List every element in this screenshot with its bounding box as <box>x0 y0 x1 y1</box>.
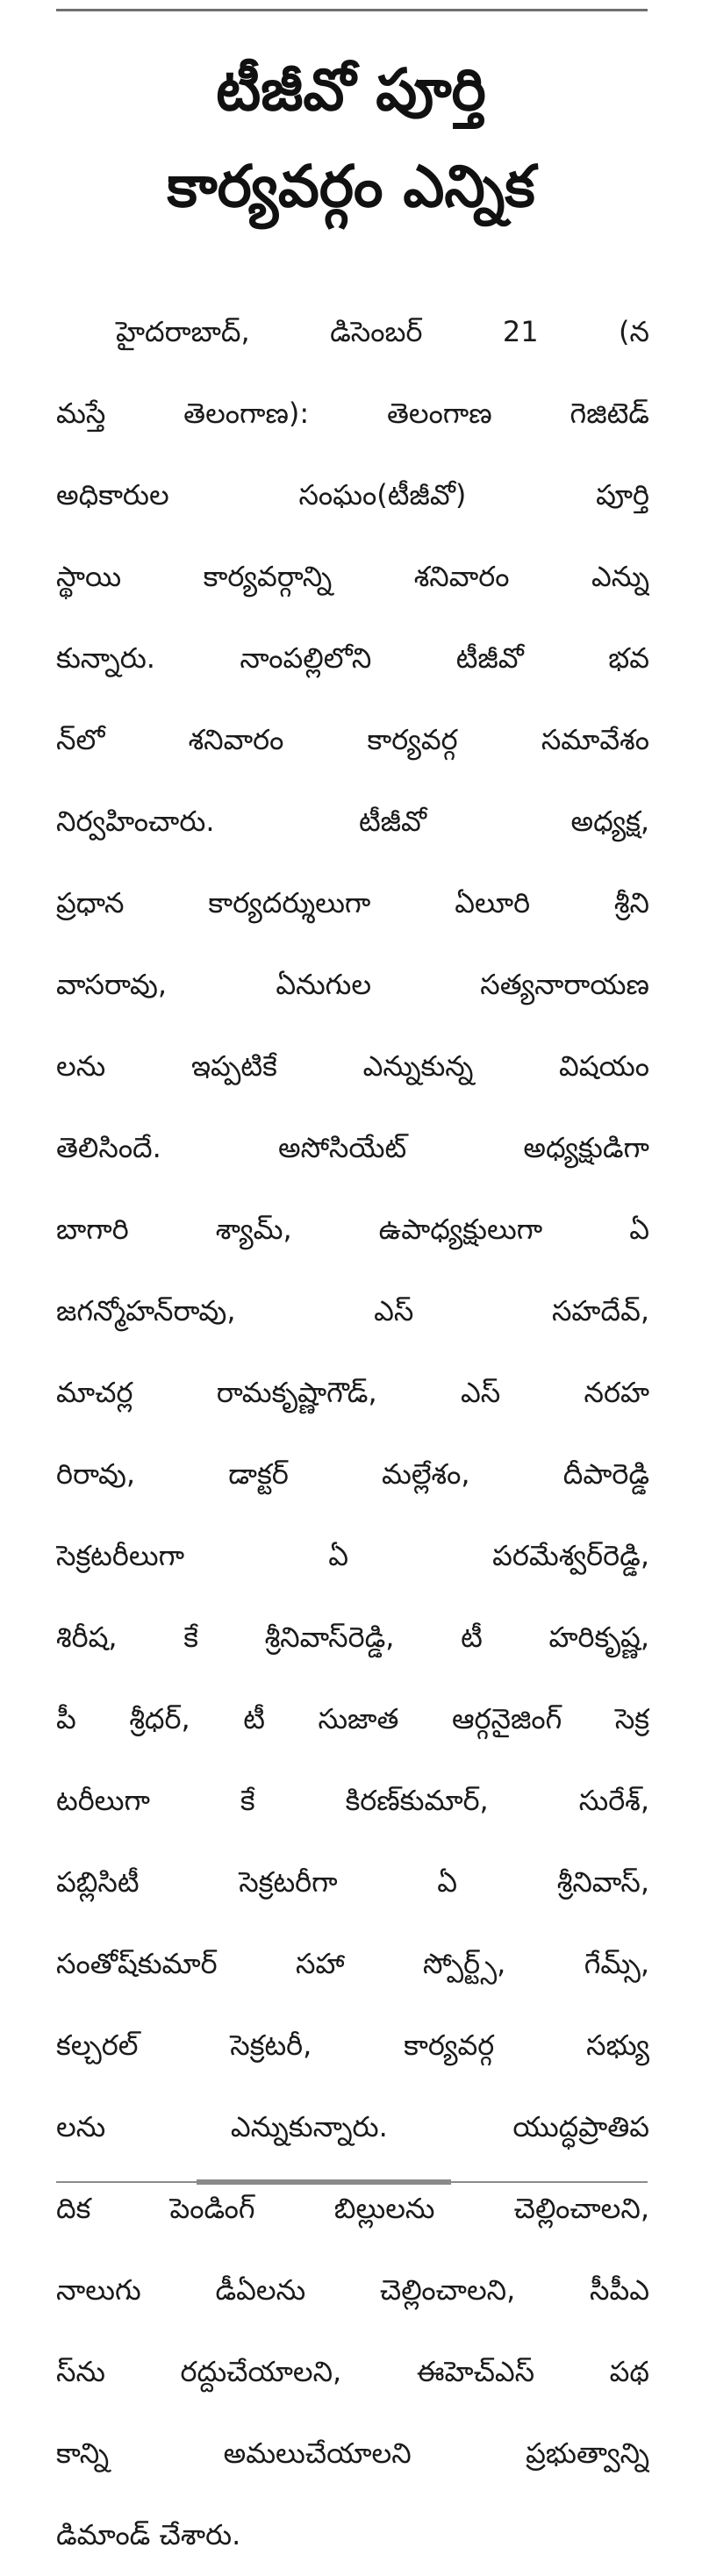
top-rule <box>56 9 648 11</box>
article-line: కల్చరల్ సెక్రటరీ, కార్యవర్గ సభ్యు <box>56 2029 649 2062</box>
article-line: ప్రధాన కార్యదర్శులుగా ఏలూరి శ్రీని <box>56 886 649 919</box>
article-line: అధికారుల సంఘం(టీజీవో) పూర్తి <box>56 478 649 512</box>
headline-line-1: టీజీవో పూర్తి <box>216 56 486 124</box>
article-line: బాగారి శ్యామ్, ఉపాధ్యక్షులుగా ఏ <box>56 1213 649 1246</box>
article-line: హైదరాబాద్, డిసెంబర్ 21 (న <box>116 315 649 348</box>
article-line: లను ఎన్నుకున్నారు. యుద్ధప్రాతిప <box>56 2110 649 2143</box>
article-line: కాన్ని అమలుచేయాలని ప్రభుత్వాన్ని <box>56 2436 649 2470</box>
article-line: పీ శ్రీధర్, టీ సుజాత ఆర్గనైజింగ్ సెక్ర <box>56 1702 649 1735</box>
article-headline <box>53 42 649 235</box>
bottom-rule-accent <box>197 2179 451 2185</box>
article-line: నిర్వహించారు. టీజీవో అధ్యక్ష, <box>56 805 649 838</box>
article-line: వాసరావు, ఏనుగుల సత్యనారాయణ <box>56 968 649 1001</box>
article-line: న్‌లో శనివారం కార్యవర్గ సమావేశం <box>56 723 649 756</box>
article-line: కున్నారు. నాంపల్లిలోని టీజీవో భవ <box>56 641 649 675</box>
article-line: తెలిసిందే. అసోసియేట్ అధ్యక్షుడిగా <box>56 1131 649 1164</box>
article-line: సంతోష్‌కుమార్ సహా స్పోర్ట్స్, గేమ్స్, <box>56 1947 649 1980</box>
article-line: స్‌ను రద్దుచేయాలని, ఈహెచ్‌ఎస్ పథ <box>56 2355 649 2388</box>
article-line: టరీలుగా కే కిరణ్‌కుమార్, సురేశ్, <box>56 1784 649 1817</box>
article-body <box>56 291 649 2576</box>
article-line: నాలుగు డీఏలను చెల్లించాలని, సీపీఎ <box>56 2273 649 2307</box>
article-line: మస్తే తెలంగాణ): తెలంగాణ గెజిటెడ్ <box>56 397 649 430</box>
article-line: రిరావు, డాక్టర్ మల్లేశం, దీపారెడ్డి <box>56 1457 649 1491</box>
headline-line-2: కార్యవర్గం ఎన్నిక <box>167 153 535 220</box>
article-line: స్థాయి కార్యవర్గాన్ని శనివారం ఎన్ను <box>56 560 649 593</box>
article-line: లను ఇప్పటికే ఎన్నుకున్న విషయం <box>56 1049 649 1083</box>
article-line: దిక పెండింగ్ బిల్లులను చెల్లించాలని, <box>56 2192 649 2225</box>
article-line: పబ్లిసిటీ సెక్రటరీగా ఏ శ్రీనివాస్, <box>56 1865 649 1899</box>
article-line: మాచర్ల రామకృష్ణాగౌడ్, ఎస్ నరహ <box>56 1376 649 1409</box>
article-line: సెక్రటరీలుగా ఏ పరమేశ్వర్‌రెడ్డి, <box>56 1539 649 1572</box>
article-line: శిరీష, కే శ్రీనివాస్‌రెడ్డి, టీ హరికృష్ణ, <box>56 1621 649 1654</box>
article-line: జగన్మోహన్‌రావు, ఎస్ సహదేవ్, <box>56 1294 649 1327</box>
article-line: డిమాండ్ చేశారు. <box>56 2518 241 2551</box>
